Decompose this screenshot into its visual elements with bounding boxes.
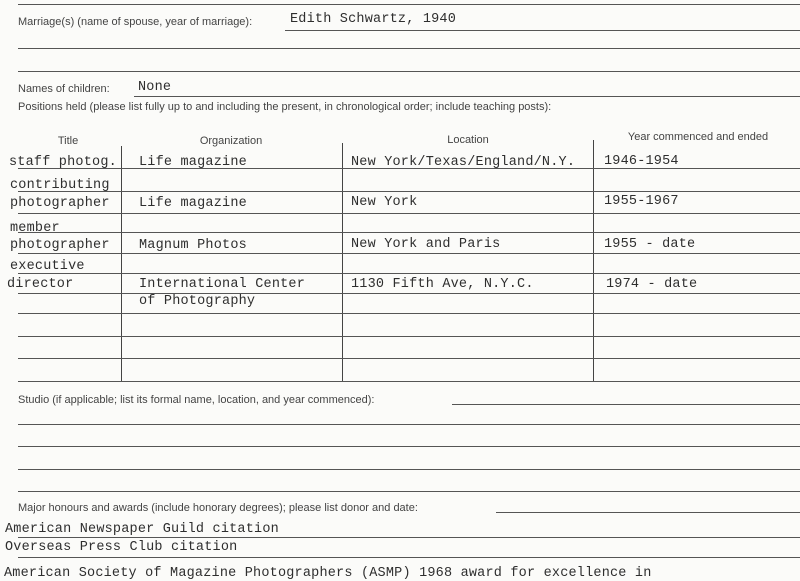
position-title: member [10,221,60,236]
position-organization: Life magazine [139,196,247,211]
rule-top [18,4,800,5]
position-organization: Life magazine [139,155,247,170]
position-organization-line2: of Photography [139,294,256,309]
position-title-line2: director [7,277,74,292]
position-title: executive [10,259,85,274]
honours-entry: Overseas Press Club citation [5,540,238,555]
table-rule-4 [18,232,800,233]
position-title-line2: photographer [10,238,110,253]
children-label: Names of children: [18,83,110,95]
children-underline [134,96,800,97]
position-location: New York/Texas/England/N.Y. [351,155,576,170]
marriage-label: Marriage(s) (name of spouse, year of marriage): [18,16,253,28]
rule-honours-2 [18,557,800,558]
honours-entry: American Newspaper Guild citation [5,522,279,537]
table-rule-8 [18,313,800,314]
position-years: 1946-1954 [604,154,679,169]
col-divider-3 [593,140,594,382]
studio-label: Studio (if applicable; list its formal name, location, and year commenced): [18,394,375,406]
table-rule-2 [18,191,800,192]
table-rule-6 [18,273,800,274]
col-divider-1 [121,146,122,382]
position-organization: International Center [139,277,306,292]
table-rule-3 [18,213,800,214]
table-rule-11 [18,381,800,382]
honours-underline [496,512,800,513]
rule-studio-5 [18,491,800,492]
position-years: 1974 - date [606,277,698,292]
marriage-value: Edith Schwartz, 1940 [290,12,457,27]
table-rule-9 [18,336,800,337]
position-title: staff photog. [9,155,117,170]
position-location: 1130 Fifth Ave, N.Y.C. [351,277,534,292]
position-location: New York [351,195,418,210]
col-header-title: Title [57,135,79,147]
rule-studio-4 [18,469,800,470]
honours-entry: American Society of Magazine Photographers (ASMP) 1968 award for excellence in [4,566,652,581]
table-rule-10 [18,358,800,359]
honours-label: Major honours and awards (include honorary degrees); please list donor and date: [18,502,418,514]
rule-marriage-3 [18,71,800,72]
rule-studio-2 [18,424,800,425]
col-divider-2 [342,143,343,382]
rule-studio-3 [18,446,800,447]
col-header-location: Location [447,134,489,146]
rule-honours-1 [18,537,800,538]
positions-label: Positions held (please list fully up to and including the present, in chronological order; include teaching posts): [18,101,552,113]
rule-marriage-2 [18,48,800,49]
position-years: 1955-1967 [604,194,679,209]
children-value: None [138,80,172,95]
position-title: contributing [10,178,110,193]
position-years: 1955 - date [604,237,696,252]
position-title-line2: photographer [10,196,110,211]
marriage-underline [285,30,800,31]
table-rule-5 [18,253,800,254]
table-rule-7 [18,293,800,294]
position-location: New York and Paris [351,237,501,252]
position-organization: Magnum Photos [139,238,247,253]
studio-underline [452,404,800,405]
col-header-organization: Organization [199,135,263,147]
col-header-years: Year commenced and ended [627,131,769,143]
